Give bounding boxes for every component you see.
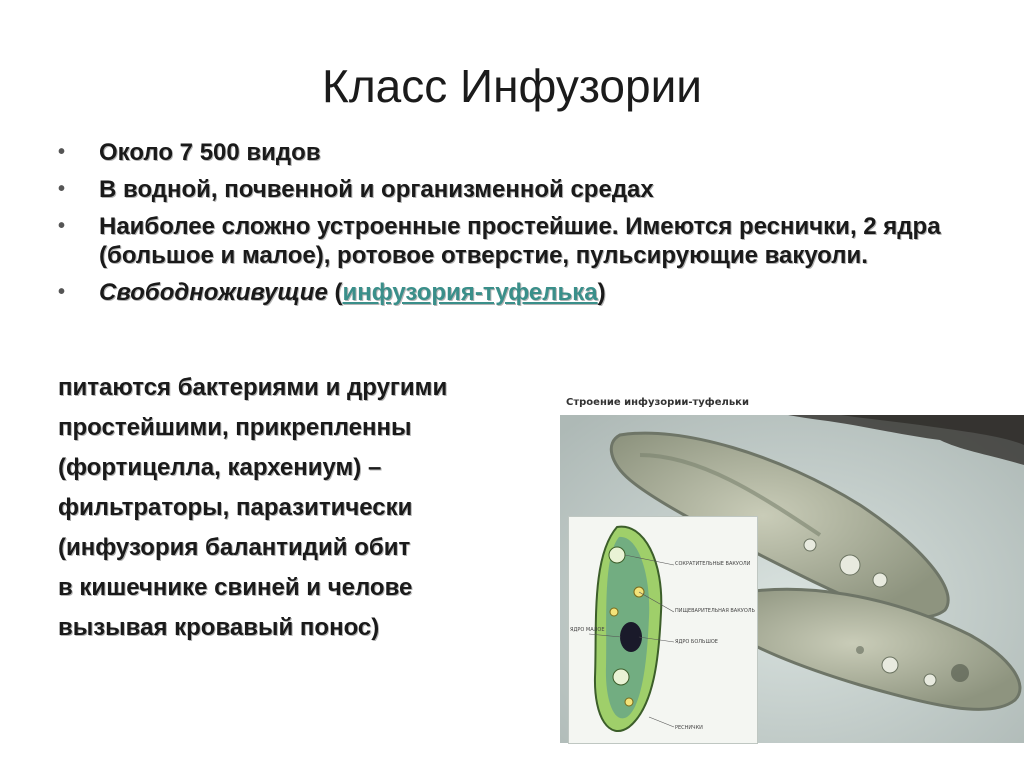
- bullet-item: [58, 212, 958, 270]
- paramecium-diagram: [568, 516, 758, 744]
- paragraph-line: (фортицелла, кархениум) –: [58, 454, 382, 481]
- paren-open: (: [327, 279, 343, 306]
- bullet-text: Около 7 500 видов: [99, 139, 321, 166]
- diagram-drawing: [569, 517, 757, 743]
- paramecium-link[interactable]: инфузория-туфелька: [342, 279, 598, 306]
- label-digestive: ПИЩЕВАРИТЕЛЬНАЯ ВАКУОЛЬ: [675, 608, 755, 614]
- bullet-item: [58, 278, 958, 307]
- bullet-text: Наиболее сложно устроенные простейшие. Имеются реснички, 2 ядра (большое и малое), ротовое отверстие, пульсирующие вакуоли.: [99, 213, 941, 269]
- bullet-lead-italic: Свободноживущие: [99, 279, 328, 306]
- bullet-item: [58, 138, 958, 167]
- label-macronucleus: ЯДРО БОЛЬШОЕ: [675, 639, 718, 645]
- body-paragraph: [58, 368, 558, 648]
- bullet-text: В водной, почвенной и организменной средах: [99, 176, 654, 203]
- paragraph-line: питаются бактериями и другими: [58, 374, 448, 401]
- label-micronucleus: ЯДРО МАЛОЕ: [570, 627, 605, 633]
- paragraph-line: простейшими, прикрепленны: [58, 414, 412, 441]
- paren-close: ): [597, 279, 606, 306]
- bullet-item: [58, 175, 958, 204]
- slide-title: Класс Инфузории: [322, 60, 702, 112]
- label-cilia: РЕСНИЧКИ: [675, 725, 703, 731]
- paragraph-line: вызывая кровавый понос): [58, 614, 380, 641]
- paragraph-line: в кишечнике свиней и челове: [58, 574, 413, 601]
- bullet-dot: •: [58, 215, 66, 237]
- paragraph-line: фильтраторы, паразитически: [58, 494, 413, 521]
- image-caption: Строение инфузории-туфельки: [566, 397, 749, 408]
- bullet-dot: •: [58, 281, 66, 303]
- bullet-dot: •: [58, 141, 66, 163]
- bullet-list: [58, 138, 958, 315]
- bullet-dot: •: [58, 178, 66, 200]
- paragraph-line: (инфузория балантидий обит: [58, 534, 411, 561]
- label-contractile: СОКРАТИТЕЛЬНЫЕ ВАКУОЛИ: [675, 561, 751, 567]
